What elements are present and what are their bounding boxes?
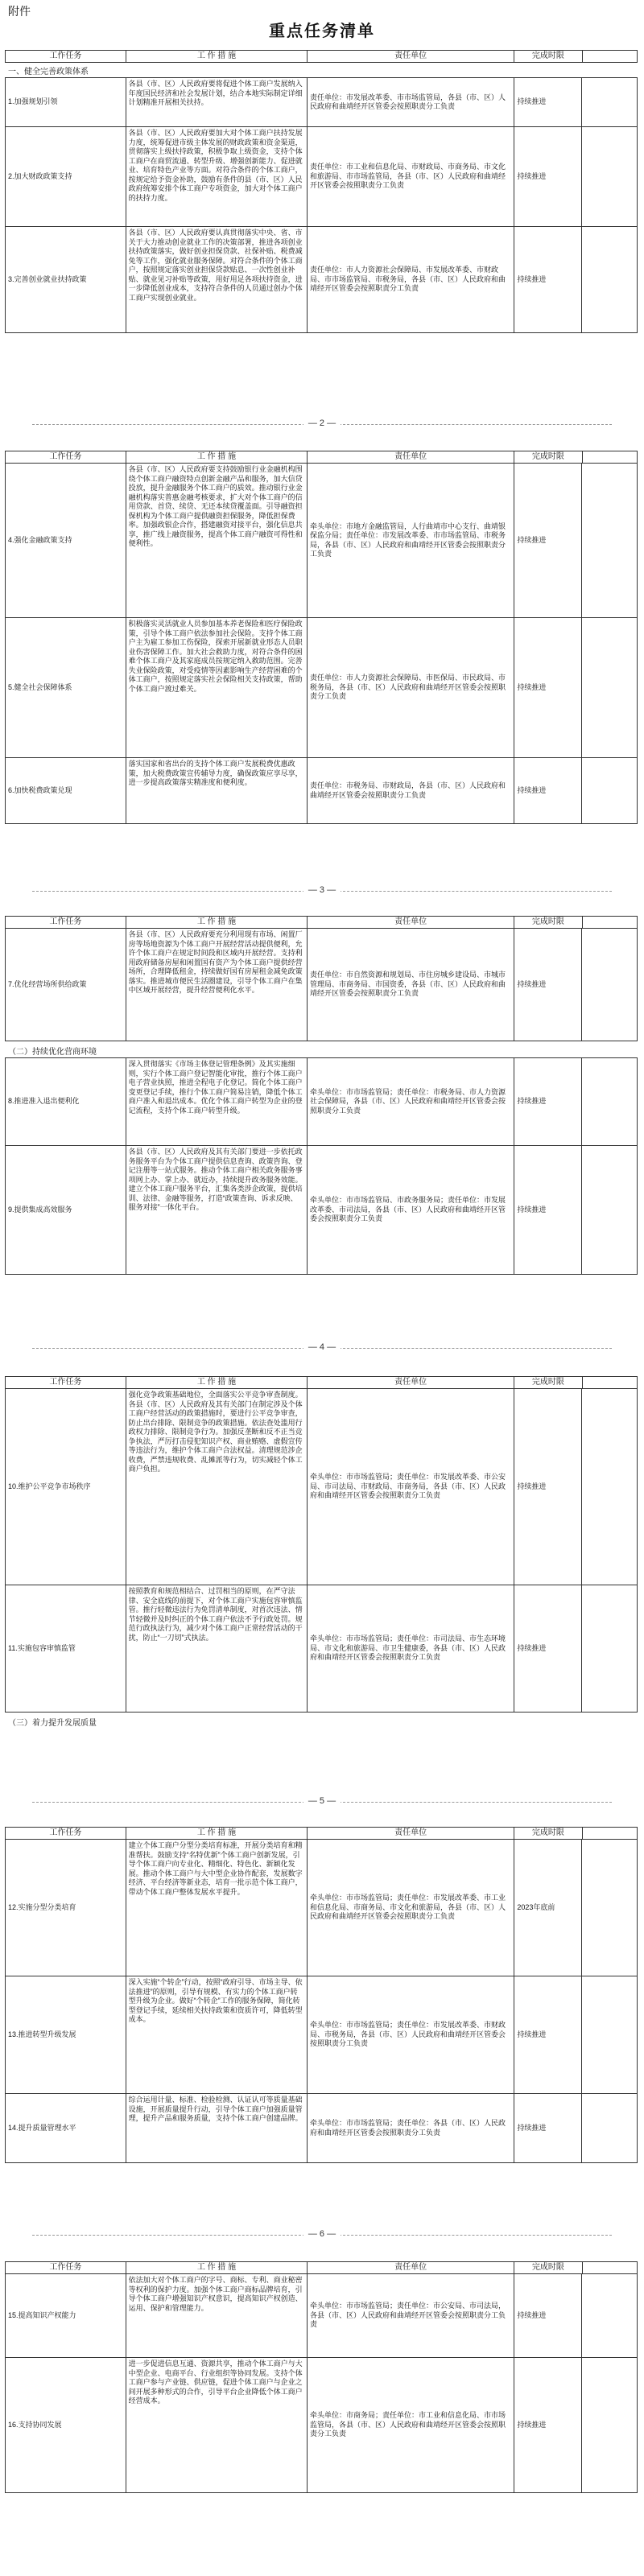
task-cell: 3.完善创业就业扶持政策 [6,227,126,332]
measure-cell: 各县（市、区）人民政府要充分利用现有市场、闲置厂房等场地资源为个体工商户开展经营活动提供便利，允许个体工商户在规定时间段和区域内开展经营。支持利用政府储备房屋和闲置国有资产为个体工商户提供经营场所，合理降低租金，持续做好国有房屋租金减免政策落实。推进城市便民生活圈建设，引导个体工商户在集中区域开展经营，提升经营便利化水平。 [126,929,308,1041]
deadline-cell: 持续推进 [514,78,582,126]
table-row [5,1976,638,2094]
header-blank [583,51,637,62]
unit-cell: 牵头单位：市市场监管局；责任单位：市司法局、市生态环境局、市文化和旅游局、市卫生健康委，各县（市、区）人民政府和曲靖经开区管委会按照职责分工负责 [308,1585,514,1712]
deadline-cell: 持续推进 [514,1976,582,2093]
header-unit: 责任单位 [308,451,514,463]
task-cell: 16.支持协同发展 [6,2358,126,2492]
table-row [5,2358,638,2493]
task-cell: 2.加大财政政策支持 [6,127,126,226]
blank-cell [582,1976,637,2093]
table-row [5,77,638,127]
header-task: 工作任务 [6,917,126,928]
header-deadline: 完成时限 [514,1377,582,1388]
attachment-label: 附件 [8,5,31,18]
task-cell: 8.推进准入退出便利化 [6,1058,126,1145]
header-task: 工作任务 [6,451,126,463]
deadline-cell: 持续推进 [514,758,582,823]
header-measure: 工 作 措 施 [126,917,308,928]
measure-cell: 各县（市、区）人民政府要认真贯彻落实中央、省、市关于大力推动创业就业工作的决策部署，推进各项创业扶持政策落实，做好创业担保贷款、社保补贴、税费减免等工作，强化就业服务保障。对符合条件的个体工商户，按照规定落实创业担保贷款贴息、一次性创业补贴、就业见习补贴等政策，用好用足各项扶持资金，进一步降低创业成本，支持符合条件的人员通过创办个体工商户实现创业就业。 [126,227,308,332]
header-measure: 工 作 措 施 [126,1377,308,1388]
deadline-cell: 持续推进 [514,464,582,617]
table-row [5,227,638,333]
measure-cell: 按照教育和规范相结合、过罚相当的原则，在严守法律、安全底线的前提下，对个体工商户实施包容审慎监管。推行轻微违法行为免罚清单制度，对首次违法、情节轻微并及时纠正的个体工商户依法不予行政处罚。规范行政执法行为，减少对个体工商户正常经营活动的干扰，防止“一刀切”式执法。 [126,1585,308,1712]
unit-cell: 责任单位：市税务局、市财政局，各县（市、区）人民政府和曲靖经开区管委会按照职责分工负责 [308,758,514,823]
table-header [5,2261,638,2274]
measure-cell: 各县（市、区）人民政府要加大对个体工商户扶持发展力度，统筹促进市级主体发展的财政政策和资金渠道，贯彻落实上级扶持政策，积极争取上级资金，支持个体工商户在商贸流通、转型升级、增强创新能力、促进就业、培育特色产业等方面。对符合条件的个体工商户，按规定给予资金补助，鼓励有条件的县（市、区）人民政府统筹安排个体工商户专项资金，加大对个体工商户的扶持力度。 [126,127,308,226]
page-number: — 2 — [0,418,644,428]
table-header [5,1376,638,1389]
measure-cell: 积极落实灵活就业人员参加基本养老保险和医疗保险政策，引导个体工商户依法参加社会保险。支持个体工商户主为雇工参加工伤保险，探索开展新就业形态人员职业伤害保障工作。加大社会救助力度，对符合条件的困难个体工商户及其家庭成员按规定纳入救助范围。完善失业保险政策，对受疫情等因素影响生产经营困难的个体工商户，按照规定落实社会保险相关支持政策，帮助个体工商户渡过难关。 [126,618,308,757]
header-blank [583,917,637,928]
measure-cell: 综合运用计量、标准、检验检测、认证认可等质量基础设施，开展质量提升行动，引导个体工商户加强质量管理，提升产品和服务质量，支持个体工商户创建品牌。 [126,2094,308,2162]
task-cell: 7.优化经营场所供给政策 [6,929,126,1041]
section-heading: 一、健全完善政策体系 [8,68,89,76]
task-cell: 14.提升质量管理水平 [6,2094,126,2162]
unit-cell: 牵头单位：市市场监管局；责任单位：市发展改革委、市公安局、市司法局、市财政局、市商务局，各县（市、区）人民政府和曲靖经开区管委会按照职责分工负责 [308,1389,514,1585]
task-cell: 5.健全社会保障体系 [6,618,126,757]
task-cell: 1.加强规划引领 [6,78,126,126]
unit-cell: 责任单位：市自然资源和规划局、市住房城乡建设局、市城市管理局、市商务局、市国资委，各县（市、区）人民政府和曲靖经开区管委会按照职责分工负责 [308,929,514,1041]
page-number: — 5 — [0,1796,644,1806]
blank-cell [582,758,637,823]
header-blank [583,2262,637,2273]
table-row [5,1057,638,1146]
deadline-cell: 持续推进 [514,2274,582,2357]
table-row [5,1389,638,1585]
header-deadline: 完成时限 [514,2262,582,2273]
task-cell: 9.提供集成高效服务 [6,1146,126,1274]
blank-cell [582,1146,637,1274]
header-measure: 工 作 措 施 [126,51,308,62]
header-unit: 责任单位 [308,917,514,928]
blank-cell [582,227,637,332]
deadline-cell: 持续推进 [514,2358,582,2492]
table-row [5,1585,638,1713]
table-row [5,127,638,227]
table-header [5,50,638,63]
measure-cell: 各县（市、区）人民政府要将促进个体工商户发展纳入年度国民经济和社会发展计划，结合本地实际制定详细计划精准开展相关扶持。 [126,78,308,126]
unit-cell: 牵头单位：市市场监管局；责任单位：各县（市、区）人民政府和曲靖经开区管委会按照职责分工负责 [308,2094,514,2162]
header-blank [583,1828,637,1839]
blank-cell [582,2358,637,2492]
table-row [5,618,638,758]
blank-cell [582,127,637,226]
measure-cell: 落实国家和省出台的支持个体工商户发展税费优惠政策，加大税费政策宣传辅导力度，确保政策应享尽享，进一步提高政策落实精准度和便利度。 [126,758,308,823]
unit-cell: 责任单位：市人力资源社会保障局、市医保局、市民政局、市税务局，各县（市、区）人民政府和曲靖经开区管委会按照职责分工负责 [308,618,514,757]
header-task: 工作任务 [6,51,126,62]
section-heading: （二）持续优化营商环境 [8,1048,97,1057]
table-header [5,451,638,464]
unit-cell: 责任单位：市发展改革委、市市场监管局，各县（市、区）人民政府和曲靖经开区管委会按照职责分工负责 [308,78,514,126]
deadline-cell: 持续推进 [514,2094,582,2162]
header-measure: 工 作 措 施 [126,451,308,463]
table-header [5,1827,638,1840]
blank-cell [582,1058,637,1145]
task-cell: 6.加快税费政策兑现 [6,758,126,823]
blank-cell [582,1585,637,1712]
task-cell: 15.提高知识产权能力 [6,2274,126,2357]
deadline-cell: 持续推进 [514,1146,582,1274]
blank-cell [582,929,637,1041]
blank-cell [582,2094,637,2162]
deadline-cell: 持续推进 [514,227,582,332]
unit-cell: 牵头单位：市市场监管局、市政务服务局；责任单位：市发展改革委、市司法局，各县（市、区）人民政府和曲靖经开区管委会按照职责分工负责 [308,1146,514,1274]
deadline-cell: 持续推进 [514,1389,582,1585]
header-measure: 工 作 措 施 [126,1828,308,1839]
task-cell: 12.实施分型分类培育 [6,1840,126,1976]
task-cell: 11.实施包容审慎监管 [6,1585,126,1712]
header-blank [583,1377,637,1388]
unit-cell: 牵头单位：市市场监管局；责任单位：市税务局、市人力资源社会保障局，各县（市、区）人民政府和曲靖经开区管委会按照职责分工负责 [308,1058,514,1145]
deadline-cell: 持续推进 [514,127,582,226]
page-number: — 3 — [0,885,644,895]
header-deadline: 完成时限 [514,51,582,62]
task-cell: 13.推进转型升级发展 [6,1976,126,2093]
table-row [5,1840,638,1976]
header-blank [583,451,637,463]
measure-cell: 建立个体工商户分型分类培育标准，开展分类培育和精准帮扶。鼓励支持“名特优新”个体工商户创新发展，引导个体工商户向专业化、精细化、特色化、新颖化发展。推动个体工商户与大中型企业协作配套，发展数字经济、平台经济等新业态，培育一批示范个体工商户，带动个体工商户整体发展水平提升。 [126,1840,308,1976]
table-header [5,916,638,929]
unit-cell: 牵头单位：市商务局；责任单位：市工业和信息化局、市市场监管局，各县（市、区）人民政府和曲靖经开区管委会按照职责分工负责 [308,2358,514,2492]
task-cell: 10.维护公平竞争市场秩序 [6,1389,126,1585]
header-unit: 责任单位 [308,2262,514,2273]
measure-cell: 进一步促进信息互通、资源共享，推动个体工商户与大中型企业、电商平台、行业组织等协同发展。支持个体工商户参与产业链、供应链，促进个体工商户与企业之间开展多种形式的合作，引导平台企业降低个体工商户经营成本。 [126,2358,308,2492]
blank-cell [582,1389,637,1585]
measure-cell: 各县（市、区）人民政府要支持鼓励银行业金融机构围绕个体工商户融资特点创新金融产品和服务，加大信贷投放，提升金融服务个体工商户的质效。推动银行业金融机构落实普惠金融考核要求，扩大对个体工商户的信用贷款、首贷、续贷、无还本续贷覆盖面。引导融资担保机构为个体工商户提供融资担保服务，降低担保费率。加强政银企合作，搭建融资对接平台，强化信息共享，推广线上融资服务，提高个体工商户融资可得性和便利性。 [126,464,308,617]
header-unit: 责任单位 [308,51,514,62]
unit-cell: 责任单位：市工业和信息化局、市财政局、市商务局、市文化和旅游局、市市场监管局，各县（市、区）人民政府和曲靖经开区管委会按照职责分工负责 [308,127,514,226]
unit-cell: 责任单位：市人力资源社会保障局、市发展改革委、市财政局、市市场监管局、市税务局，各县（市、区）人民政府和曲靖经开区管委会按照职责分工负责 [308,227,514,332]
blank-cell [582,618,637,757]
page-number: — 6 — [0,2229,644,2239]
deadline-cell: 持续推进 [514,1585,582,1712]
header-measure: 工 作 措 施 [126,2262,308,2273]
deadline-cell: 持续推进 [514,1058,582,1145]
unit-cell: 牵头单位：市市场监管局；责任单位：市发展改革委、市财政局、市税务局，各县（市、区）人民政府和曲靖经开区管委会按照职责分工负责 [308,1976,514,2093]
table-row [5,464,638,618]
table-row [5,2274,638,2358]
header-deadline: 完成时限 [514,917,582,928]
table-row [5,758,638,824]
header-task: 工作任务 [6,2262,126,2273]
header-deadline: 完成时限 [514,1828,582,1839]
header-unit: 责任单位 [308,1377,514,1388]
header-deadline: 完成时限 [514,451,582,463]
header-task: 工作任务 [6,1377,126,1388]
table-row [5,929,638,1041]
measure-cell: 各县（市、区）人民政府及其有关部门要进一步依托政务服务平台为个体工商户提供信息查询、政策咨询、登记注册等一站式服务。推动个体工商户相关政务服务事项网上办、掌上办、就近办，持续提升政务服务效能。建立个体工商户服务平台，汇集各类涉企政策，提供培训、法律、金融等服务，打造“政策查询、诉求反映、服务对接”一体化平台。 [126,1146,308,1274]
measure-cell: 强化竞争政策基础地位，全面落实公平竞争审查制度。各县（市、区）人民政府及其有关部门在制定涉及个体工商户经营活动的政策措施时，要进行公平竞争审查，防止出台排除、限制竞争的政策措施。依法查处滥用行政权力排除、限制竞争行为。加强反垄断和反不正当竞争执法，严厉打击侵犯知识产权、商业贿赂、虚假宣传等违法行为，维护个体工商户合法权益。清理规范涉企收费，严禁违规收费、乱摊派等行为，切实减轻个体工商户负担。 [126,1389,308,1585]
table-row [5,2094,638,2163]
deadline-cell: 持续推进 [514,929,582,1041]
blank-cell [582,78,637,126]
unit-cell: 牵头单位：市市场监管局；责任单位：市发展改革委、市工业和信息化局、市商务局、市文化和旅游局，各县（市、区）人民政府和曲靖经开区管委会按照职责分工负责 [308,1840,514,1976]
blank-cell [582,2274,637,2357]
table-row [5,1146,638,1275]
blank-cell [582,464,637,617]
blank-cell [582,1840,637,1976]
measure-cell: 深入贯彻落实《市场主体登记管理条例》及其实施细则，实行个体工商户登记智能化审批，推行个体工商户电子营业执照，推进全程电子化登记。简化个体工商户变更登记手续，推行个体工商户简易注销，降低个体工商户准入和退出成本。优化个体工商户转型为企业的登记流程，支持个体工商户转型升级。 [126,1058,308,1145]
measure-cell: 依法加大对个体工商户的字号、商标、专利、商业秘密等权利的保护力度。加强个体工商户商标品牌培育，引导个体工商户增强知识产权意识，提高知识产权创造、运用、保护和管理能力。 [126,2274,308,2357]
deadline-cell: 2023年底前 [514,1840,582,1976]
measure-cell: 深入实施“个转企”行动，按照“政府引导、市场主导、依法推进”的原则，引导有规模、有实力的个体工商户转型升级为企业。做好“个转企”工作的服务保障，简化转型登记手续，延续相关扶持政策和资质许可，降低转型成本。 [126,1976,308,2093]
page-number: — 4 — [0,1342,644,1352]
deadline-cell: 持续推进 [514,618,582,757]
task-cell: 4.强化金融政策支持 [6,464,126,617]
header-unit: 责任单位 [308,1828,514,1839]
page-title: 重点任务清单 [269,23,375,40]
section-heading: （三）着力提升发展质量 [8,1719,97,1728]
unit-cell: 牵头单位：市市场监管局；责任单位：市公安局、市司法局，各县（市、区）人民政府和曲靖经开区管委会按照职责分工负责 [308,2274,514,2357]
unit-cell: 牵头单位：市地方金融监管局，人行曲靖市中心支行、曲靖银保监分局；责任单位：市发展改革委、市市场监管局、市税务局，各县（市、区）人民政府和曲靖经开区管委会按照职责分工负责 [308,464,514,617]
header-task: 工作任务 [6,1828,126,1839]
